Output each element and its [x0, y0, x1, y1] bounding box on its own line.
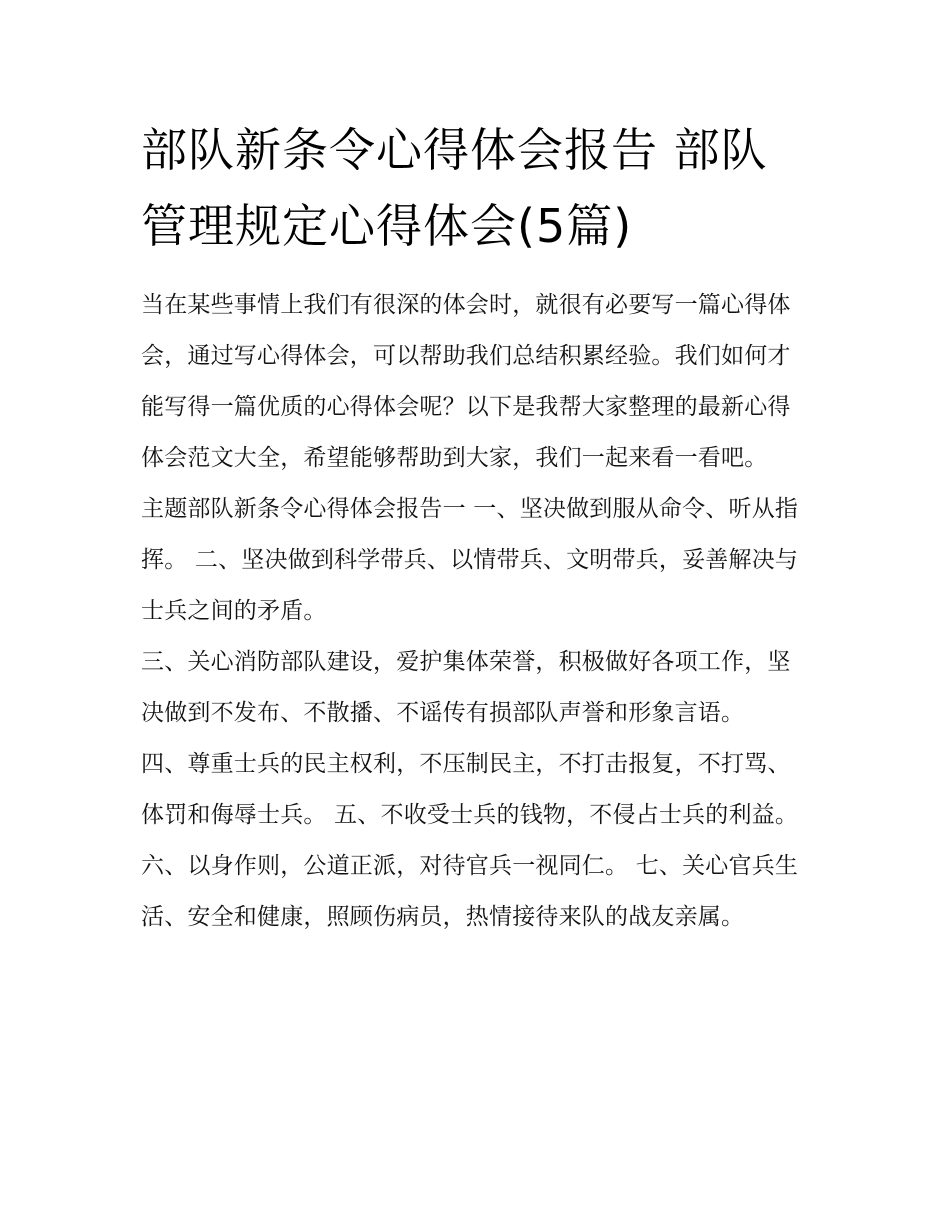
document-page: [141, 112, 813, 943]
body-paragraph: 六、以身作则，公道正派，对待官兵一视同仁。 七、关心官兵生活、安全和健康，照顾伤病员，热情接待来队的战友亲属。: [141, 853, 799, 930]
document-title: 部队新条令心得体会报告 部队管理规定心得体会(5篇): [141, 123, 768, 253]
body-paragraph: 三、关心消防部队建设，爱护集体荣誉，积极做好各项工作，坚决做到不发布、不散播、不谣传有损部队声誉和形象言语。: [141, 649, 791, 726]
intro-paragraph: 当在某些事情上我们有很深的体会时，就很有必要写一篇心得体会，通过写心得体会，可以帮助我们总结积累经验。我们如何才能写得一篇优质的心得体会呢？以下是我帮大家整理的最新心得体会范文大全，希望能够帮助到大家，我们一起来看一看吧。: [141, 292, 791, 471]
body-paragraph: 主题部队新条令心得体会报告一 一、坚决做到服从命令、听从指挥。 二、坚决做到科学带兵、以情带兵、文明带兵，妥善解决与士兵之间的矛盾。: [141, 496, 799, 624]
body-paragraph: 四、尊重士兵的民主权利，不压制民主，不打击报复，不打骂、体罚和侮辱士兵。 五、不收受士兵的钱物，不侵占士兵的利益。: [141, 751, 799, 828]
document-body: [141, 280, 813, 943]
